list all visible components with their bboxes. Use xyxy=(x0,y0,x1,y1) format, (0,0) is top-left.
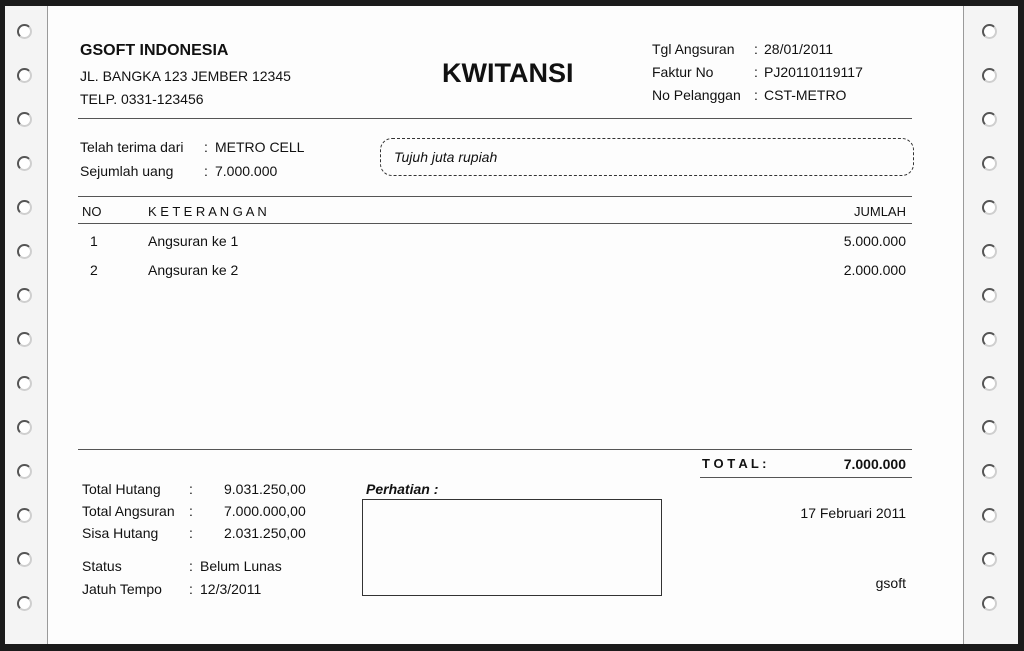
notice-label: Perhatian : xyxy=(366,481,439,497)
summary-sep: : xyxy=(189,525,193,541)
tractor-hole xyxy=(982,156,997,171)
amount-words: Tujuh juta rupiah xyxy=(394,149,498,165)
meta-sep-invoice: : xyxy=(754,64,758,80)
signature: gsoft xyxy=(875,575,906,591)
receipt-sheet xyxy=(5,6,1017,644)
column-header-no: NO xyxy=(82,204,102,219)
tractor-hole xyxy=(17,552,32,567)
row-description: Angsuran ke 1 xyxy=(148,233,239,249)
meta-sep-customer: : xyxy=(754,87,758,103)
tractor-hole xyxy=(17,244,32,259)
tractor-hole xyxy=(982,552,997,567)
issue-date: 17 Februari 2011 xyxy=(800,505,906,521)
tractor-hole xyxy=(982,288,997,303)
meta-label-customer: No Pelanggan xyxy=(652,87,741,103)
company-phone: TELP. 0331-123456 xyxy=(80,91,204,107)
summary-label-total-debt: Total Hutang xyxy=(82,481,161,497)
summary-sep: : xyxy=(189,481,193,497)
received-from-label: Telah terima dari xyxy=(80,139,184,155)
tractor-hole xyxy=(17,596,32,611)
summary-value-remaining-debt: 2.031.250,00 xyxy=(224,525,306,541)
row-amount: 2.000.000 xyxy=(843,262,906,278)
status-label: Status xyxy=(82,558,122,574)
tractor-hole xyxy=(17,24,32,39)
company-name: GSOFT INDONESIA xyxy=(80,42,229,59)
amount-sep: : xyxy=(204,163,208,179)
due-date-label: Jatuh Tempo xyxy=(82,581,162,597)
total-label: T O T A L : xyxy=(702,456,767,471)
tractor-hole xyxy=(982,464,997,479)
tractor-hole xyxy=(982,420,997,435)
tractor-hole xyxy=(982,508,997,523)
tractor-hole xyxy=(17,68,32,83)
column-header-amount: JUMLAH xyxy=(853,204,906,219)
tractor-hole xyxy=(17,156,32,171)
tractor-hole xyxy=(17,376,32,391)
meta-sep-date: : xyxy=(754,41,758,57)
summary-value-total-installment: 7.000.000,00 xyxy=(224,503,306,519)
column-header-description: K E T E R A N G A N xyxy=(148,204,267,219)
amount-label: Sejumlah uang xyxy=(80,163,174,179)
table-bottom-divider xyxy=(78,449,912,450)
total-underline xyxy=(700,477,912,478)
summary-sep: : xyxy=(189,503,193,519)
summary-label-total-installment: Total Angsuran xyxy=(82,503,175,519)
document-title: KWITANSI xyxy=(442,58,574,88)
tractor-hole xyxy=(17,288,32,303)
summary-label-remaining-debt: Sisa Hutang xyxy=(82,525,159,541)
tractor-hole xyxy=(17,200,32,215)
tractor-hole xyxy=(17,332,32,347)
meta-label-date: Tgl Angsuran xyxy=(652,41,735,57)
tractor-hole xyxy=(982,200,997,215)
right-tractor-strip xyxy=(963,6,1018,644)
tractor-hole xyxy=(982,24,997,39)
meta-value-customer: CST-METRO xyxy=(764,87,847,103)
meta-value-invoice: PJ20110119117 xyxy=(764,64,863,80)
tractor-hole xyxy=(17,420,32,435)
tractor-hole xyxy=(17,112,32,127)
total-value: 7.000.000 xyxy=(843,456,906,472)
left-tractor-strip xyxy=(5,6,48,644)
status-sep: : xyxy=(189,558,193,574)
tractor-hole xyxy=(17,508,32,523)
status-value: Belum Lunas xyxy=(200,558,282,574)
tractor-hole xyxy=(982,376,997,391)
tractor-hole xyxy=(17,464,32,479)
meta-label-invoice: Faktur No xyxy=(652,64,714,80)
row-amount: 5.000.000 xyxy=(843,233,906,249)
meta-value-date: 28/01/2011 xyxy=(764,41,834,57)
header-divider xyxy=(78,118,912,119)
due-date-value: 12/3/2011 xyxy=(200,581,262,597)
tractor-hole xyxy=(982,244,997,259)
due-date-sep: : xyxy=(189,581,193,597)
tractor-hole xyxy=(982,68,997,83)
row-description: Angsuran ke 2 xyxy=(148,262,239,278)
company-address: JL. BANGKA 123 JEMBER 12345 xyxy=(80,68,291,84)
amount-value: 7.000.000 xyxy=(215,163,278,179)
receipt-body xyxy=(48,6,963,644)
notice-box xyxy=(362,499,662,596)
row-no: 1 xyxy=(90,233,98,249)
received-from-value: METRO CELL xyxy=(215,139,305,155)
table-header-divider xyxy=(78,223,912,224)
tractor-hole xyxy=(982,332,997,347)
summary-value-total-debt: 9.031.250,00 xyxy=(224,481,306,497)
tractor-hole xyxy=(982,112,997,127)
received-from-sep: : xyxy=(204,139,208,155)
tractor-hole xyxy=(982,596,997,611)
row-no: 2 xyxy=(90,262,98,278)
table-top-divider xyxy=(78,196,912,197)
